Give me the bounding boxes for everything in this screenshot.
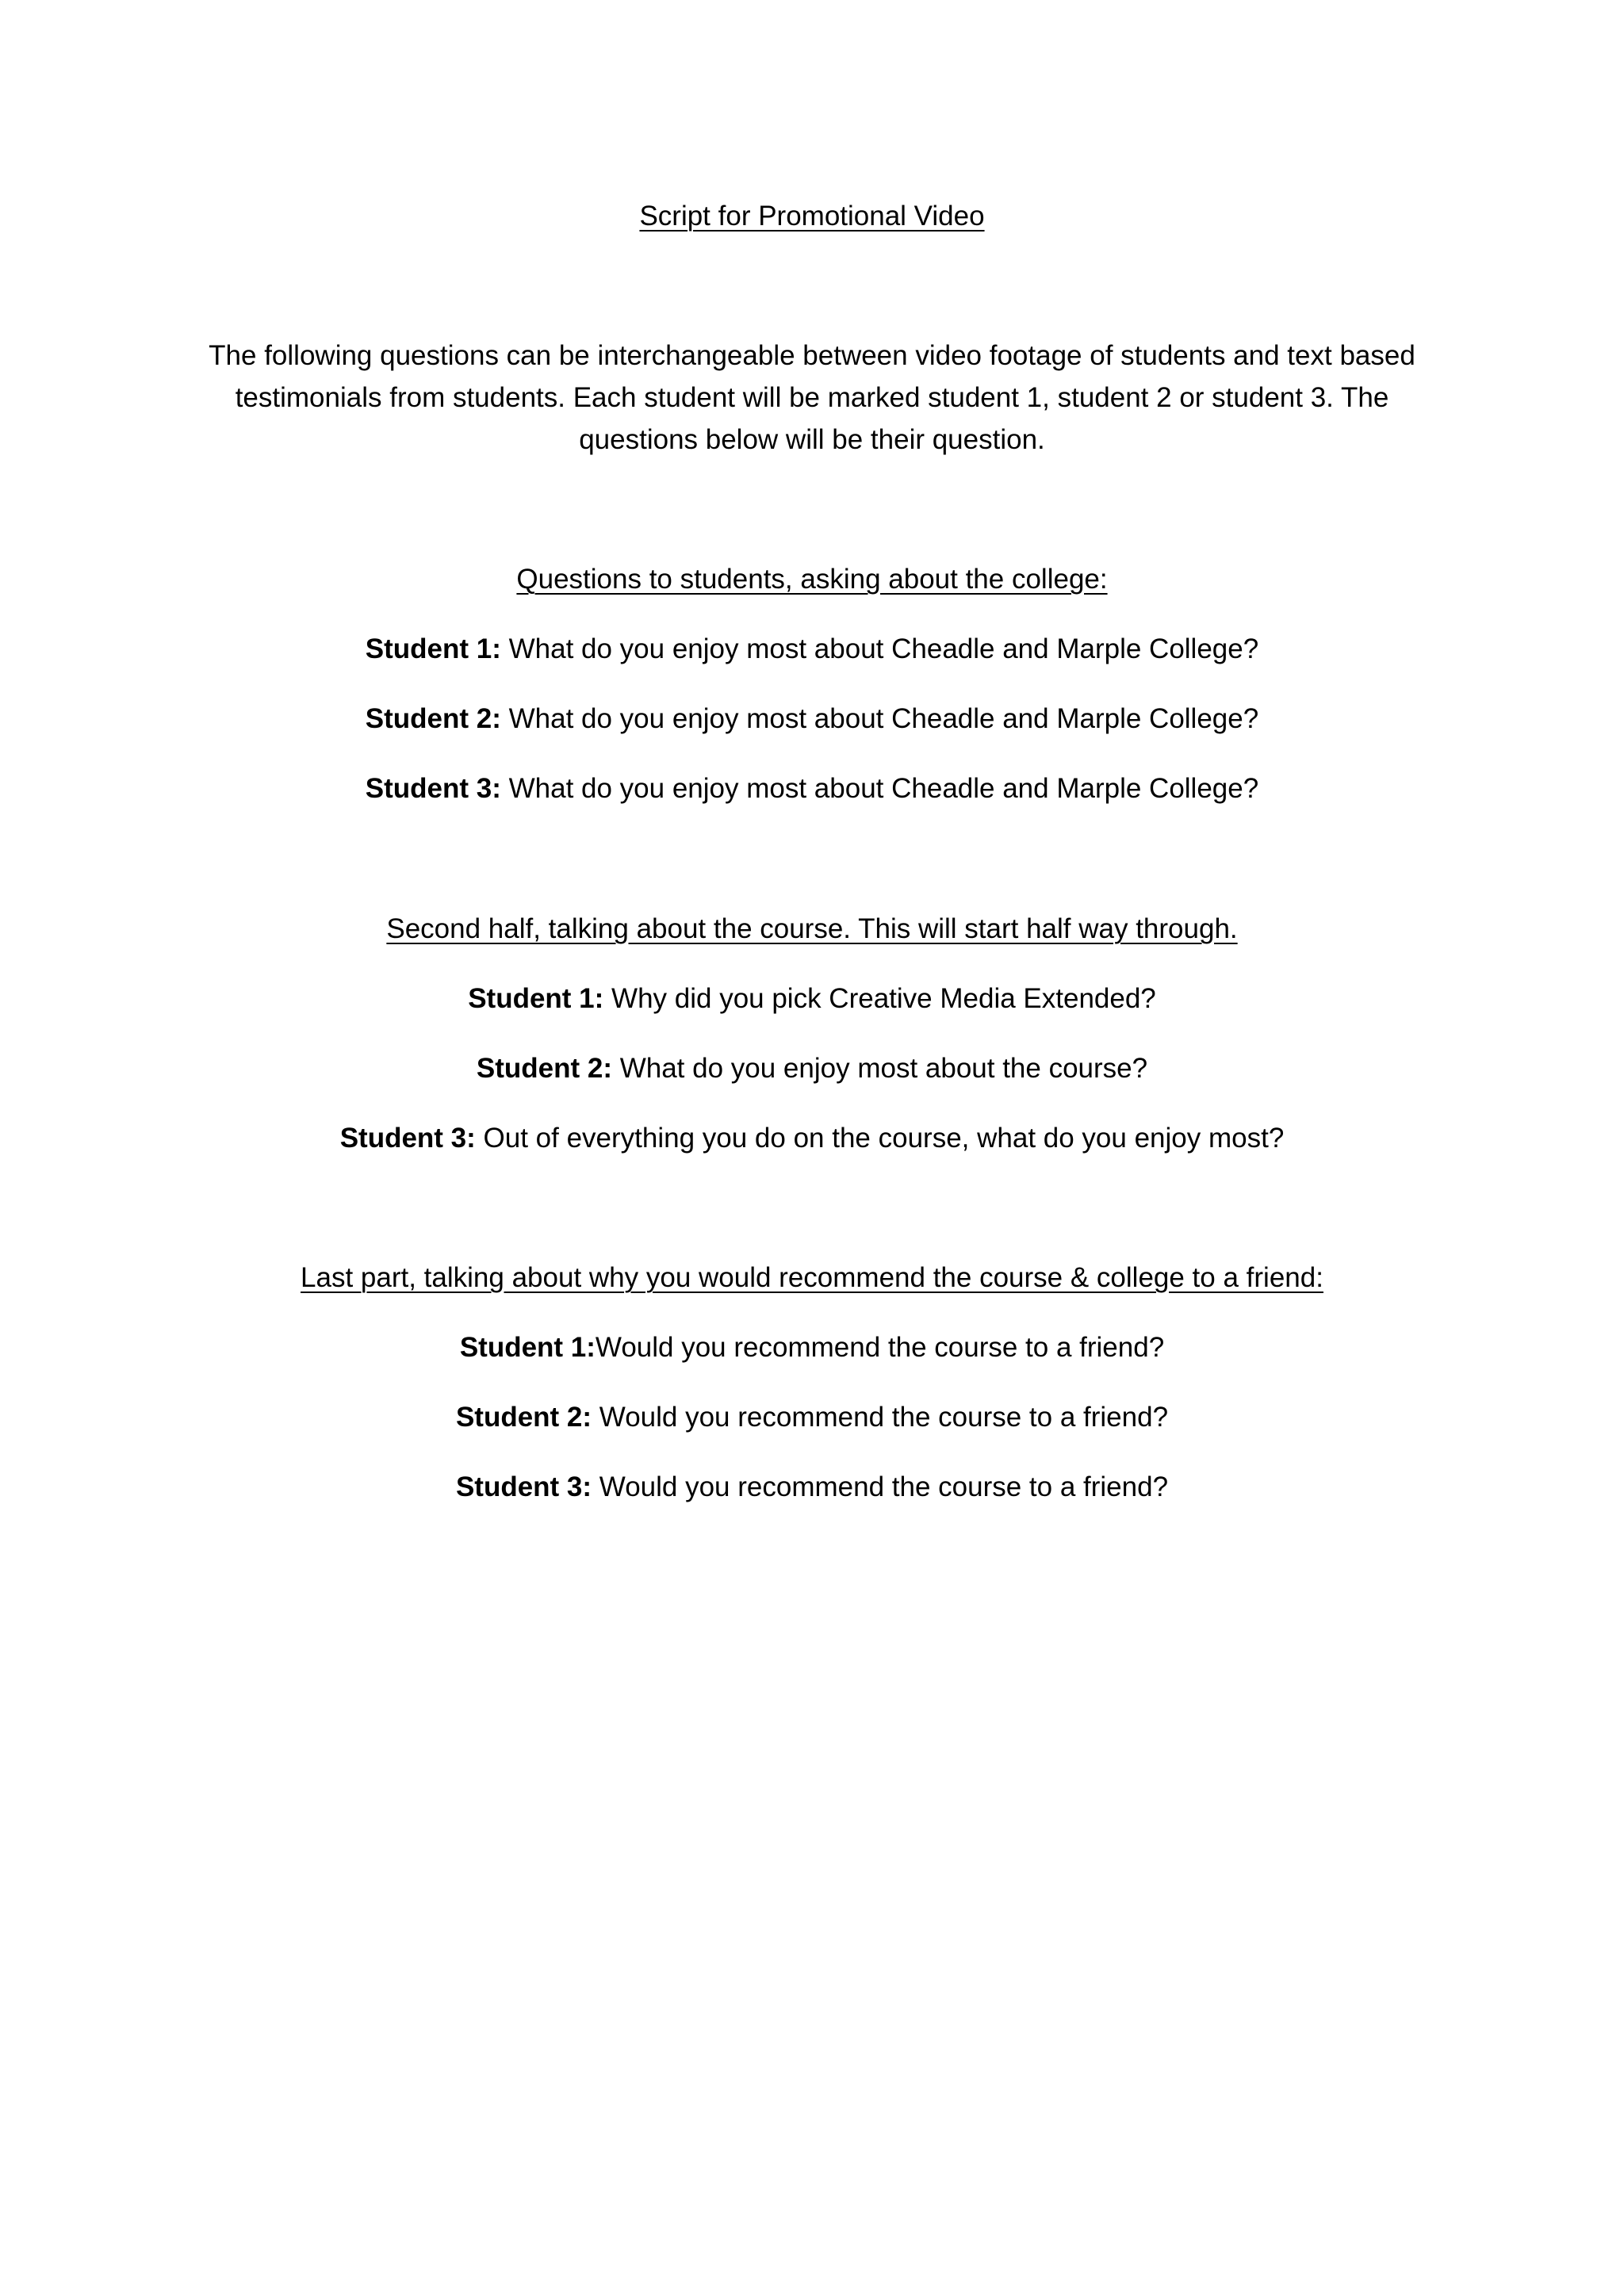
question-line: [159, 1047, 1465, 1089]
question-text: What do you enjoy most about the course?: [611, 1053, 1148, 1084]
student-label: Student 3:: [365, 773, 501, 804]
question-text: What do you enjoy most about Cheadle and Marple College?: [500, 633, 1259, 664]
question-line: [159, 1466, 1465, 1508]
section-heading-course: Second half, talking about the course. This will start half way through.: [386, 913, 1238, 944]
question-text: Why did you pick Creative Media Extended?: [603, 983, 1156, 1014]
student-label: Student 1:: [365, 633, 501, 664]
student-label: Student 2:: [455, 1402, 592, 1433]
question-text: Would you recommend the course to a friend?: [595, 1332, 1165, 1363]
question-text: What do you enjoy most about Cheadle and Marple College?: [500, 773, 1259, 804]
student-label: Student 3:: [339, 1123, 476, 1154]
intro-paragraph: [190, 335, 1434, 461]
question-text: Would you recommend the course to a friend?: [592, 1402, 1169, 1433]
student-label: Student 1:: [468, 983, 604, 1014]
question-text: What do you enjoy most about Cheadle and Marple College?: [500, 703, 1259, 734]
section-heading-recommend: Last part, talking about why you would recommend the course & college to a friend:: [301, 1262, 1323, 1293]
student-label: Student 3:: [455, 1471, 592, 1502]
section-heading-college: Questions to students, asking about the college:: [516, 564, 1108, 595]
question-line: [159, 1117, 1465, 1159]
question-line: [159, 628, 1465, 670]
student-label: Student 1:: [459, 1332, 596, 1363]
question-line: [159, 1326, 1465, 1368]
question-line: [159, 698, 1465, 740]
intro-line: testimonials from students. Each student will be marked student 1, student 2 or student 3. The: [235, 382, 1389, 413]
question-text: Out of everything you do on the course, what do you enjoy most?: [475, 1123, 1285, 1154]
question-text: Would you recommend the course to a friend?: [592, 1471, 1169, 1502]
intro-line: The following questions can be interchangeable between video footage of students and text based: [209, 340, 1415, 371]
intro-line: questions below will be their question.: [579, 424, 1045, 455]
document-title: Script for Promotional Video: [639, 201, 985, 232]
question-line: [159, 1396, 1465, 1438]
student-label: Student 2:: [365, 703, 501, 734]
student-label: Student 2:: [476, 1053, 612, 1084]
question-line: [159, 978, 1465, 1020]
question-line: [159, 767, 1465, 809]
